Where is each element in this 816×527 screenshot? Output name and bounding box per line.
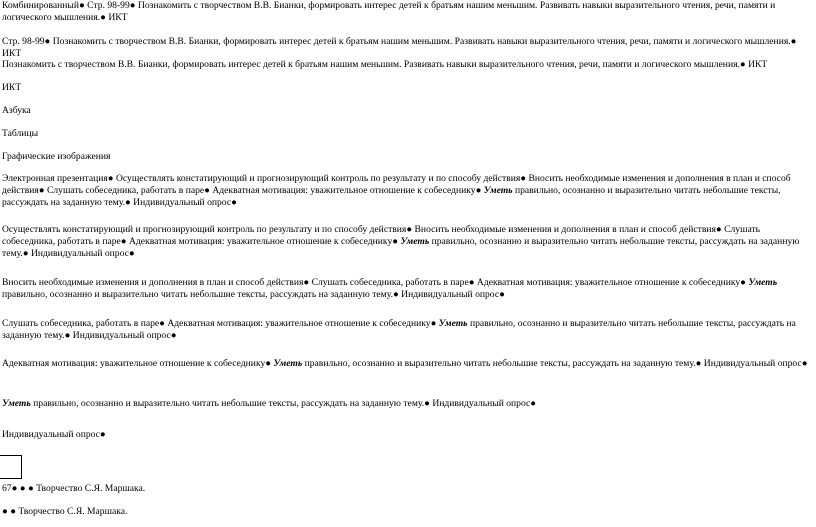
paragraph-text: Электронная презентация● Осуществлять констатирующий и прогнозирующий контроль по результату и по способу действия● Вносить необходимые изменения и дополнения в план и способ действия● Слушать собеседника, работать в паре● Адекватная мотивация: уважительное отношение к собеседнику●: [2, 173, 791, 196]
paragraph-tables: Таблицы: [2, 128, 39, 139]
emphasis-umet: Уметь: [748, 277, 778, 288]
emphasis-umet: Уметь: [483, 185, 513, 196]
paragraph-ict: ИКТ: [2, 82, 22, 93]
paragraph-goal: Познакомить с творчеством В.В. Бианки, формировать интерес детей к братьям нашим меньшим. Развивать навыки выразительного чтения, речи, памяти и логического мышления.● ИКТ: [2, 59, 768, 70]
paragraph-tail: правильно, осознанно и выразительно читать небольшие тексты, рассуждать на заданную тему.● Индивидуальный опрос●: [302, 358, 808, 369]
emphasis-umet: Уметь: [273, 358, 303, 369]
paragraph-text: Вносить необходимые изменения и дополнения в план и способ действия● Слушать собеседника, работать в паре● Адекватная мотивация: уважительное отношение к собеседнику●: [2, 277, 749, 288]
paragraph-tail: правильно, осознанно и выразительно читать небольшие тексты, рассуждать на заданную тему.● Индивидуальный опрос●: [2, 318, 796, 341]
paragraph-tail: правильно, осознанно и выразительно читать небольшие тексты, рассуждать на заданную тему.● Индивидуальный опрос●: [30, 398, 537, 409]
table-cell-border: [0, 455, 22, 479]
paragraph-text: Осуществлять констатирующий и прогнозирующий контроль по результату и по способу действия● Вносить необходимые изменения и дополнения в план и способ действия● Слушать собеседника, работать в паре● Адекватная мотивация: уважительное отношение к собеседнику●: [2, 224, 761, 247]
paragraph-combined-lesson: Комбинированный● Стр. 98-99● Познакомить с творчеством В.В. Бианки, формировать интерес детей к братьям нашим меньшим. Развивать навыки выразительного чтения, речи, памяти и логического мышления.● ИКТ: [2, 0, 776, 23]
emphasis-umet: Уметь: [400, 236, 430, 247]
paragraph-marshak-lesson: 67● ● ● Творчество С.Я. Маршака.: [2, 483, 146, 494]
paragraph-text: Адекватная мотивация: уважительное отношение к собеседнику●: [2, 358, 274, 369]
paragraph-tail: правильно, осознанно и выразительно читать небольшие тексты, рассуждать на заданную тему.● Индивидуальный опрос●: [2, 236, 800, 259]
paragraph-control-skills: [2, 224, 810, 260]
paragraph-plan-skills: [2, 277, 810, 301]
paragraph-individual-survey: Индивидуальный опрос●: [2, 429, 106, 440]
paragraph-pages-goal: Стр. 98-99● Познакомить с творчеством В.В. Бианки, формировать интерес детей к братьям нашим меньшим. Развивать навыки выразительного чтения, речи, памяти и логического мышления.● ИКТ: [2, 36, 797, 59]
paragraph-motivation: [2, 358, 810, 370]
paragraph-tail: правильно, осознанно и выразительно читать небольшие тексты, рассуждать на заданную тему.● Индивидуальный опрос●: [2, 289, 505, 300]
paragraph-alphabet: Азбука: [2, 105, 31, 116]
paragraph-presentation-skills: [2, 173, 810, 209]
paragraph-reading-skill: [2, 398, 810, 410]
paragraph-marshak: ● ● Творчество С.Я. Маршака.: [2, 506, 128, 517]
emphasis-umet: Уметь: [2, 398, 31, 409]
paragraph-listen-skills: [2, 318, 810, 342]
paragraph-graphics: Графические изображения: [2, 151, 111, 162]
paragraph-tail: правильно, осознанно и выразительно читать небольшие тексты, рассуждать на заданную тему.● Индивидуальный опрос●: [2, 185, 781, 208]
emphasis-umet: Уметь: [438, 318, 468, 329]
paragraph-text: Слушать собеседника, работать в паре● Адекватная мотивация: уважительное отношение к собеседнику●: [2, 318, 439, 329]
